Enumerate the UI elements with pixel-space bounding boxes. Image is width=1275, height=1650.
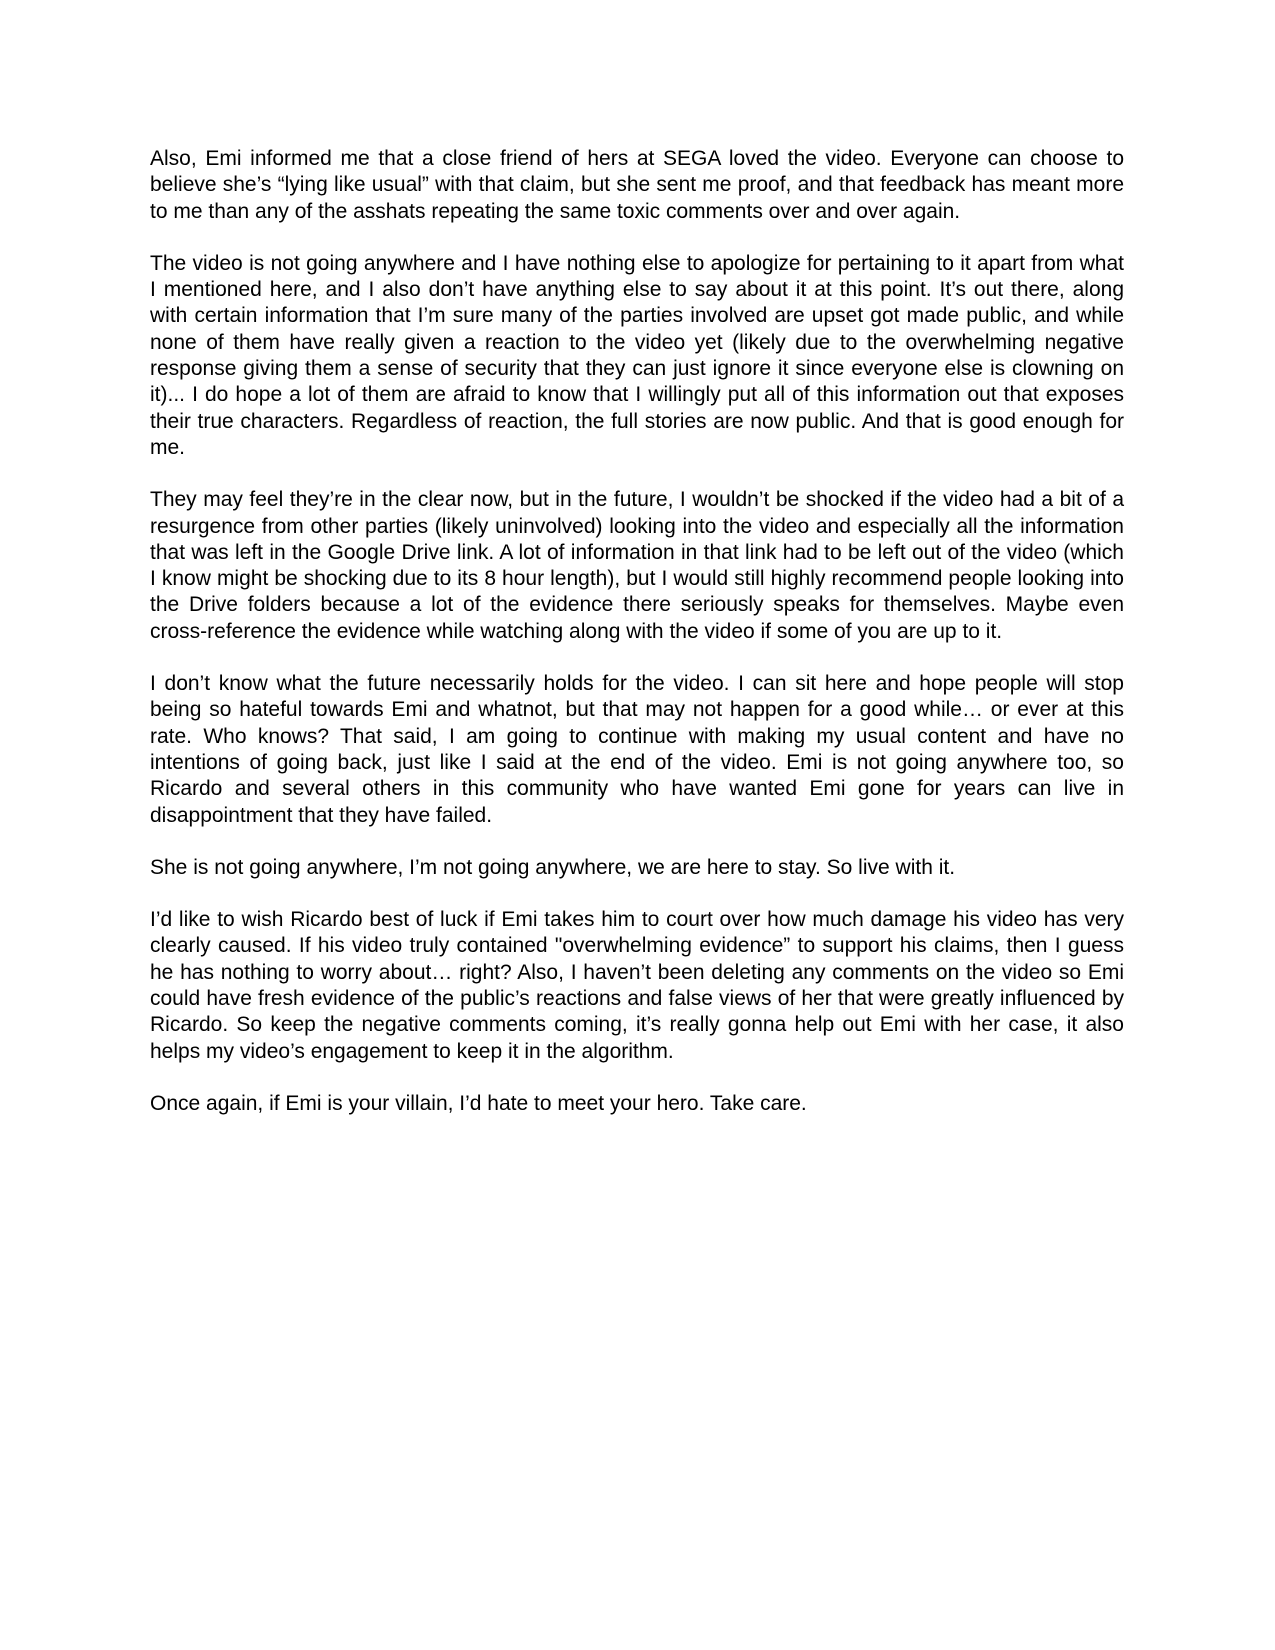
paragraph-sega-feedback: Also, Emi informed me that a close friend of hers at SEGA loved the video. Everyone can choose to believe she’s “lying like usual” with that claim, but she sent me proof, and that feedback has meant more to me than any of the asshats repeating the same toxic comments over and over again. [150, 147, 1124, 223]
paragraph-here-to-stay: She is not going anywhere, I’m not going anywhere, we are here to stay. So live with it. [150, 855, 956, 879]
paragraph-future-of-video: I don’t know what the future necessarily holds for the video. I can sit here and hope people will stop being so hateful towards Emi and whatnot, but that may not happen for a good while… or ever at this rate. Who knows? That said, I am going to continue with making my usual content and have no intentions of going back, just like I said at the end of the video. Emi is not going anywhere too, so Ricardo and several others in this community who have wanted Emi gone for years can live in disappointment that they have failed. [150, 672, 1124, 827]
paragraph-video-not-going-anywhere: The video is not going anywhere and I have nothing else to apologize for pertaining to it apart from what I mentioned here, and I also don’t have anything else to say about it at this point. It’s out there, along with certain information that I’m sure many of the parties involved are upset got made public, and while none of them have really given a reaction to the video yet (likely due to the overwhelming negative response giving them a sense of security that they can just ignore it since everyone else is clowning on it)... I do hope a lot of them are afraid to know that I willingly put all of this information out that exposes their true characters. Regardless of reaction, the full stories are now public. And that is good enough for me. [150, 251, 1124, 459]
paragraph-closing: Once again, if Emi is your villain, I’d hate to meet your hero. Take care. [150, 1091, 807, 1115]
paragraph-court-wish: I’d like to wish Ricardo best of luck if Emi takes him to court over how much damage his video has very clearly caused. If his video truly contained "overwhelming evidence” to support his claims, then I guess he has nothing to worry about… right? Also, I haven’t been deleting any comments on the video so Emi could have fresh evidence of the public’s reactions and false views of her that were greatly influenced by Ricardo. So keep the negative comments coming, it’s really gonna help out Emi with her case, it also helps my video’s engagement to keep it in the algorithm. [150, 908, 1124, 1063]
document-body [150, 146, 1124, 1143]
paragraph-future-resurgence: They may feel they’re in the clear now, but in the future, I wouldn’t be shocked if the video had a bit of a resurgence from other parties (likely uninvolved) looking into the video and especially all the information that was left in the Google Drive link. A lot of information in that link had to be left out of the video (which I know might be shocking due to its 8 hour length), but I would still highly recommend people looking into the Drive folders because a lot of the evidence there seriously speaks for themselves. Maybe even cross-reference the evidence while watching along with the video if some of you are up to it. [150, 488, 1124, 643]
